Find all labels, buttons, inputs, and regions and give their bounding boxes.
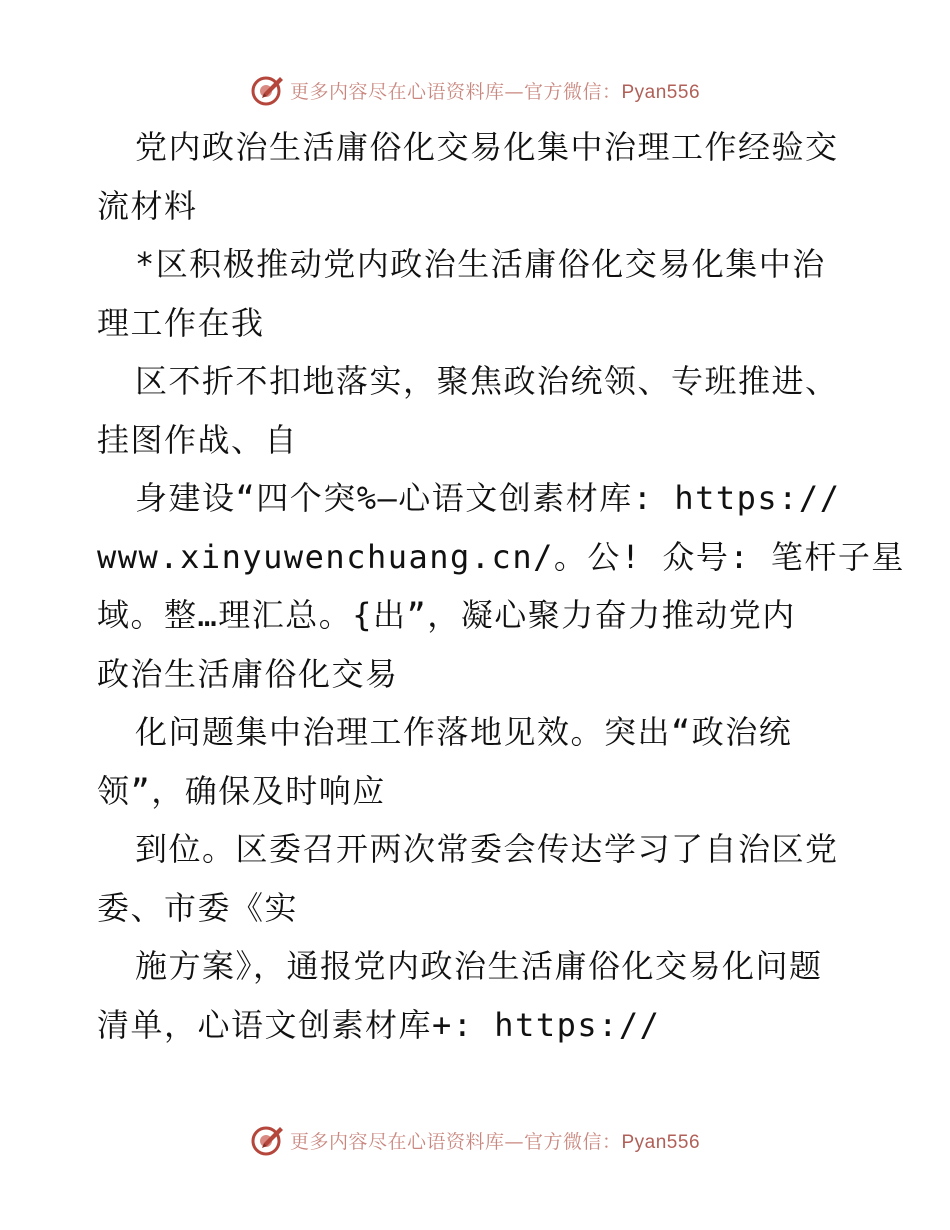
text-line: 挂图作战、自 (97, 420, 299, 459)
text-line: 身建设“四个突%—心语文创素材库: https:// (135, 479, 841, 517)
text-line: 领”，确保及时响应 (97, 771, 386, 810)
text-line: 政治生活庸俗化交易 (97, 654, 399, 693)
banner-main-text: 更多内容尽在心语资料库—官方微信： (289, 1130, 622, 1153)
text-line: 委、市委《实 (97, 888, 299, 927)
text-line: 施方案》，通报党内政治生活庸俗化交易化问题 (135, 947, 823, 985)
document-body (97, 118, 905, 1054)
text-line: 化问题集中治理工作落地见效。突出“政治统 (135, 713, 793, 751)
text-line: 域。整…理汇总。{出”，凝心聚力奋力推动党内 (97, 596, 796, 634)
banner-text (290, 1127, 700, 1154)
text-line: www.xinyuwenchuang.cn/。公! 众号: 笔杆子星 (97, 537, 905, 576)
pen-logo-icon (250, 73, 284, 107)
text-line: 到位。区委召开两次常委会传达学习了自治区党 (135, 830, 839, 868)
banner-main-text: 更多内容尽在心语资料库—官方微信： (289, 80, 622, 103)
header-watermark-banner (0, 70, 950, 110)
footer-watermark-banner (0, 1120, 950, 1160)
text-line: 流材料 (97, 186, 198, 225)
text-line: 区不折不扣地落实，聚焦政治统领、专班推进、 (135, 362, 839, 400)
text-line: 理工作在我 (97, 303, 265, 342)
banner-text (290, 77, 700, 104)
banner-wechat-id: Pyan556 (621, 81, 701, 103)
text-line: 党内政治生活庸俗化交易化集中治理工作经验交 (135, 128, 839, 166)
text-line: 清单，心语文创素材库+: https:// (97, 1005, 661, 1044)
text-line: *区积极推动党内政治生活庸俗化交易化集中治 (135, 245, 826, 283)
banner-wechat-id: Pyan556 (621, 1131, 701, 1153)
pen-logo-icon (250, 1123, 284, 1157)
